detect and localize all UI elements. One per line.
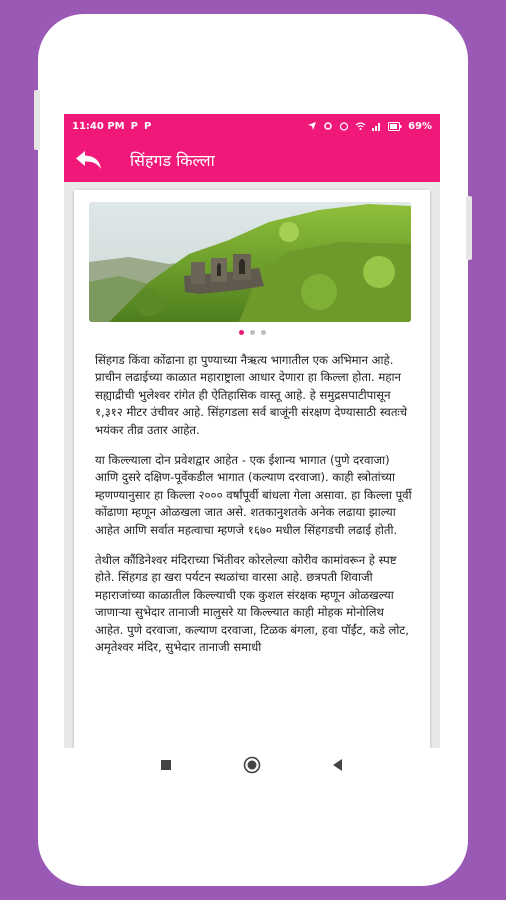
phone-side-button <box>466 196 472 260</box>
page-title: सिंहगड किल्ला <box>130 151 215 170</box>
battery-percent: 69% <box>408 120 432 132</box>
description <box>95 352 413 670</box>
back-nav-button[interactable] <box>326 753 350 777</box>
app-bar <box>64 138 440 182</box>
phone-screen <box>64 114 440 782</box>
description-paragraph: या किल्ल्याला दोन प्रवेशद्वार आहेत - एक ईशान्य भागात (पुणे दरवाजा) आणि दुसरे दक्षिण-पूर्वेकडील भागात (कल्याण दरवाजा). काही स्त्रोतांच्या म्हणण्यानुसार हा किल्ला २००० वर्षांपूर्वी बांधला गेला असावा. हा किल्ला पूर्वी कोंढाणा म्हणून ओळखला जात असे. शतकानुशतके अनेक लढाया झाल्या आहेत आणि सर्वात महत्वाचा म्हणजे १६७० मधील सिंहगडची लढाई होती. <box>95 453 412 537</box>
battery-icon <box>388 122 402 131</box>
phone-side-button <box>34 90 40 150</box>
content-area <box>64 182 440 748</box>
back-icon <box>333 759 343 771</box>
recents-icon <box>161 760 171 770</box>
description-paragraph: तेथील कौंडिनेश्वर मंदिराच्या भिंतीवर कोरलेल्या कोरीव कामांवरून हे स्पष्ट होते. सिंहगड हा खरा पर्यटन स्थळांचा वारसा आहे. छत्रपती शिवाजी महाराजांच्या काळातील किल्ल्याची एक कुशल संरक्षक म्हणून ओळखल्या जाणाऱ्या सुभेदार तानाजी मालुसरे या किल्ल्यात काही मोहक मोनोलिथ आहेत. पुणे दरवाजा, कल्याण दरवाजा, टिळक बंगला, हवा पॉईंट, कडे लोट, अमृतेश्वर मंदिर, सुभेदार तानाजी समाधी <box>95 553 409 655</box>
parking-icon: P <box>143 120 152 132</box>
home-icon <box>243 756 261 774</box>
navigation-icon <box>307 121 317 131</box>
back-button[interactable] <box>64 138 114 182</box>
alarm-icon <box>339 121 349 131</box>
gear-icon <box>323 121 333 131</box>
wifi-icon <box>355 121 366 131</box>
status-bar <box>64 114 440 138</box>
slider-pagination <box>74 330 430 335</box>
home-button[interactable] <box>240 753 264 777</box>
fort-landscape-image <box>89 202 411 322</box>
pagination-dot[interactable] <box>250 330 255 335</box>
parking-icon: P <box>130 120 138 132</box>
signal-icon <box>372 121 382 131</box>
status-time: 11:40 PM <box>72 120 125 132</box>
image-slider[interactable] <box>89 202 411 322</box>
detail-card <box>74 190 430 748</box>
pagination-dot[interactable] <box>239 330 244 335</box>
back-arrow-icon <box>74 149 104 171</box>
recents-button[interactable] <box>154 753 178 777</box>
pagination-dot[interactable] <box>261 330 266 335</box>
system-nav-bar <box>64 748 440 782</box>
description-paragraph: सिंहगड किंवा कोंढाना हा पुण्याच्या नैऋत्य भागातील एक अभिमान आहे. प्राचीन लढाईच्या काळात महाराष्ट्राला आधार देणारा हा किल्ला होता. महान सह्याद्रीची भुलेश्वर रांगेत ही ऐतिहासिक वास्तू आहे. हे समुद्रसपाटीपासून १,३१२ मीटर उंचीवर आहे. सिंहगडला सर्व बाजूंनी संरक्षण देण्यासाठी स्वतःचे भयंकर तीव्र उतार आहेत. <box>95 353 408 437</box>
